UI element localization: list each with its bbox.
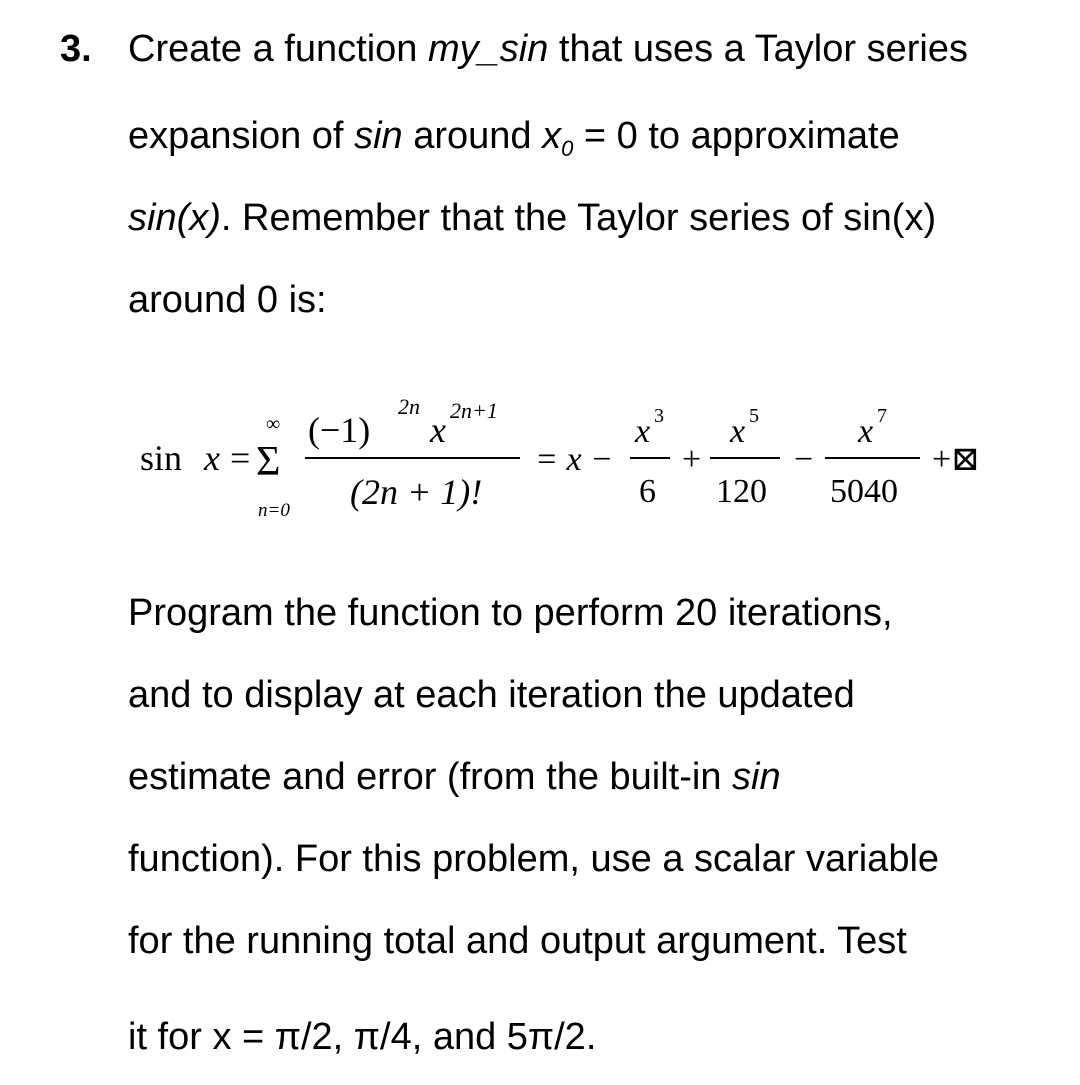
term2-x: x [730,413,746,450]
term3-denominator: 5040 [830,473,898,510]
numerator-paren: (−1) [308,410,371,450]
text-span: around [402,115,543,157]
text-span: expansion of [128,115,355,157]
lhs-x: x [204,438,220,478]
lhs-sin: sin [140,438,183,478]
text-line-8: function). For this problem, use a scalar variable [128,838,940,880]
numerator-exponent: 2n [398,394,420,419]
text-line-9: for the running total and output argument. Test [128,920,907,962]
text-span: that uses a Taylor series [548,28,968,70]
text-line-1 [128,27,968,71]
text-span: . Remember that the Taylor series of sin(x) [220,197,937,239]
term2-exponent: 5 [749,405,759,427]
function-name: my_sin [427,28,549,70]
problem-number: 3. [60,28,92,70]
expansion-start: = x − [535,441,613,478]
x-italic: x [542,115,562,157]
sum-upper-limit: ∞ [266,413,281,435]
numerator-x: x [430,410,446,450]
sin-italic: sin [354,115,403,157]
plus-sign: + [682,441,702,478]
term2-denominator: 120 [716,473,767,510]
numerator-x-exponent: 2n+1 [450,398,498,423]
text-line-10: it for x = π/2, π/4, and 5π/2. [128,1016,597,1058]
sinx-italic: sin(x) [128,197,221,239]
text-line-3 [128,196,936,240]
text-span: = 0 to approximate [573,115,900,157]
x-subscript: 0 [561,136,574,161]
text-span: estimate and error (from the built-in [128,756,733,798]
minus-sign: − [794,441,814,478]
sin-italic: sin [732,756,781,798]
sum-symbol: Σ [256,439,281,485]
text-line-4: around 0 is: [128,279,327,321]
sum-lower-limit: n=0 [258,500,290,521]
text-span: Create a function [128,28,428,70]
term1-exponent: 3 [654,405,664,427]
text-line-5: Program the function to perform 20 iterations, [128,592,893,634]
series-tail: +⊠ [932,441,980,478]
term1-x: x [635,413,651,450]
text-line-6: and to display at each iteration the updated [128,674,855,716]
text-line-7 [128,755,781,799]
taylor-series-formula [130,380,990,530]
lhs-equals: = [230,438,251,478]
formula-svg [130,380,990,530]
term1-denominator: 6 [639,473,656,510]
term3-exponent: 7 [877,405,887,427]
text-line-2 [128,114,900,163]
denominator: (2n + 1)! [350,472,483,512]
term3-x: x [858,413,874,450]
